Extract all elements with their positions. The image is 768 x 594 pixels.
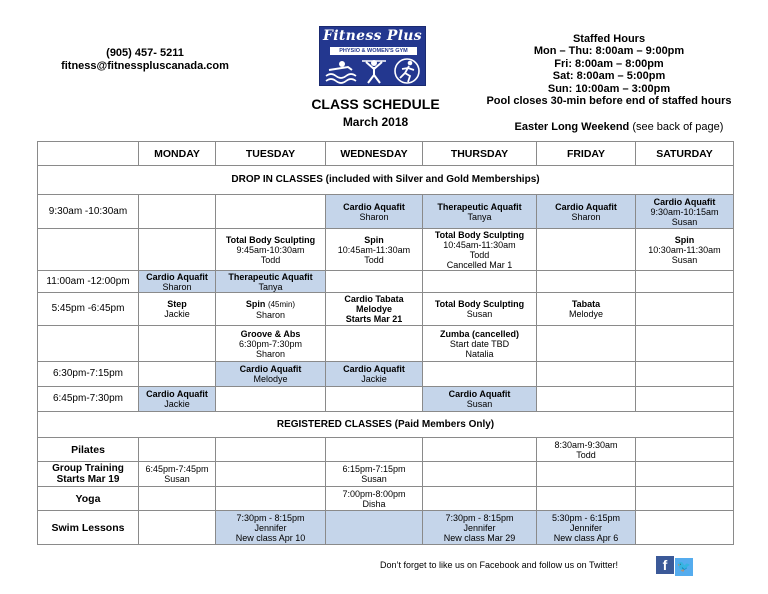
empty-cell (537, 362, 636, 387)
empty-cell (636, 487, 734, 511)
empty-cell (139, 487, 216, 511)
day-header-friday: FRIDAY (537, 142, 636, 166)
instructor: Jennifer (569, 522, 603, 533)
class-name: Step (167, 299, 187, 309)
label-line: Starts Mar 19 (56, 474, 120, 485)
instructor: Todd (364, 254, 384, 265)
empty-cell (326, 326, 423, 362)
class-name: Cardio Aquafit (448, 389, 511, 399)
empty-cell (537, 462, 636, 487)
empty-cell (326, 511, 423, 545)
empty-cell (216, 387, 326, 412)
logo-title: Fitness Plus (323, 28, 422, 44)
empty-cell (636, 511, 734, 545)
class-cell (537, 195, 636, 229)
class-cell (216, 362, 326, 387)
class-cell (139, 387, 216, 412)
class-time: 9:30am-10:15am (650, 206, 719, 217)
registered-row (38, 511, 734, 545)
instructor: Susan (466, 309, 493, 319)
empty-cell (139, 511, 216, 545)
empty-cell (38, 326, 139, 362)
empty-cell (326, 387, 423, 412)
class-time: 10:30am-11:30am (648, 244, 721, 255)
class-cell (326, 487, 423, 511)
class-cell (326, 195, 423, 229)
instructor: Disha (362, 498, 386, 509)
twitter-icon[interactable]: 🐦 (675, 558, 693, 576)
schedule-row (38, 387, 734, 412)
class-time: 6:30pm-7:30pm (238, 338, 303, 349)
class-name: Therapeutic Aquafit (437, 201, 522, 212)
schedule-row (38, 362, 734, 387)
class-name: Therapeutic Aquafit (228, 271, 313, 282)
class-cell (216, 229, 326, 271)
empty-cell (216, 487, 326, 511)
empty-cell (636, 326, 734, 362)
class-note: New class Apr 6 (553, 532, 619, 543)
empty-cell (537, 326, 636, 362)
class-cell (423, 511, 537, 545)
instructor: Sharon (359, 211, 389, 222)
class-name: Tabata (571, 299, 601, 309)
class-name: Cardio Aquafit (343, 201, 405, 212)
class-cell (326, 462, 423, 487)
email-address: fitness@fitnesspluscanada.com (61, 60, 229, 72)
registered-row (38, 462, 734, 487)
day-header-tuesday: TUESDAY (216, 142, 326, 166)
schedule-row (38, 195, 734, 229)
empty-cell (326, 438, 423, 462)
instructor: Susan (671, 216, 698, 227)
day-header-saturday: SATURDAY (636, 142, 734, 166)
class-name: Total Body Sculpting (225, 234, 316, 245)
hours-line: Sat: 8:00am – 5:00pm (552, 70, 666, 83)
class-name: Spin (245, 298, 266, 309)
class-name: Total Body Sculpting (434, 229, 525, 240)
hours-heading: Staffed Hours (572, 33, 646, 45)
class-cell (216, 326, 326, 362)
instructor: Sharon (255, 309, 286, 320)
instructor: Melodye (253, 374, 288, 384)
class-time: 10:45am-11:30am (443, 239, 516, 250)
class-name: Cardio Aquafit (239, 364, 302, 374)
day-header-wednesday: WEDNESDAY (326, 142, 423, 166)
class-cell (537, 438, 636, 462)
class-cell (636, 195, 734, 229)
day-header-monday: MONDAY (139, 142, 216, 166)
class-cell (636, 229, 734, 271)
instructor: Natalia (465, 348, 494, 359)
instructor: Susan (164, 474, 190, 484)
class-name: Spin (364, 234, 384, 245)
facebook-icon[interactable]: f (656, 556, 674, 574)
hours-line: Mon – Thu: 8:00am – 9:00pm (533, 45, 685, 58)
footer-note: Don’t forget to like us on Facebook and follow us on Twitter! (380, 560, 618, 570)
empty-cell (537, 229, 636, 271)
registered-section-heading: REGISTERED CLASSES (Paid Members Only) (38, 412, 734, 438)
easter-note (480, 121, 758, 133)
class-schedule-table (37, 141, 734, 545)
class-note: New class Mar 29 (443, 532, 516, 543)
class-name: Cardio Aquafit (343, 364, 405, 374)
empty-cell (636, 438, 734, 462)
day-header-row (38, 142, 734, 166)
class-name: Cardio Aquafit (146, 271, 208, 282)
empty-cell (423, 271, 537, 293)
registered-class-label: Yoga (38, 487, 139, 511)
class-time: 8:30am-9:30am (554, 439, 618, 450)
class-time: 5:30pm - 6:15pm (551, 512, 621, 523)
empty-cell (423, 462, 537, 487)
schedule-title (288, 96, 463, 130)
schedule-row (38, 326, 734, 362)
schedule-row (38, 229, 734, 271)
class-time: 9:45am-10:30am (236, 244, 305, 255)
class-name: Cardio Aquafit (146, 389, 208, 399)
instructor: Jackie (361, 374, 387, 384)
class-cell (216, 511, 326, 545)
schedule-row (38, 293, 734, 326)
instructor: Susan (466, 399, 493, 409)
empty-cell (537, 271, 636, 293)
class-cell (537, 511, 636, 545)
instructor: Tanya (467, 211, 492, 222)
time-slot: 6:45pm-7:30pm (38, 387, 139, 412)
empty-cell (139, 438, 216, 462)
weightlifter-icon (362, 60, 386, 83)
runner-icon (395, 59, 419, 83)
empty-cell (423, 362, 537, 387)
instructor: Sharon (255, 348, 286, 359)
empty-cell (38, 229, 139, 271)
empty-cell (139, 195, 216, 229)
instructor: Jackie (164, 399, 190, 409)
class-cell (139, 271, 216, 293)
empty-cell (636, 462, 734, 487)
class-name: Cardio Tabata (344, 294, 404, 304)
registered-class-label: Swim Lessons (38, 511, 139, 545)
hours-line: Pool closes 30-min before end of staffed hours (486, 95, 732, 108)
class-cell (139, 293, 216, 326)
empty-cell (139, 326, 216, 362)
class-name: Zumba (cancelled) (439, 328, 520, 339)
logo-icons (324, 57, 423, 85)
empty-cell (216, 462, 326, 487)
empty-cell (537, 487, 636, 511)
instructor: Melodye (568, 309, 604, 319)
class-time: 6:15pm-7:15pm (342, 464, 406, 474)
class-note: New class Apr 10 (235, 532, 306, 543)
empty-cell (139, 362, 216, 387)
registered-row (38, 438, 734, 462)
class-name: Total Body Sculpting (434, 299, 525, 309)
class-cell (139, 462, 216, 487)
schedule-month: March 2018 (342, 115, 409, 129)
instructor: Melodye (355, 304, 392, 314)
instructor: Sharon (571, 211, 601, 222)
class-note: Starts Mar 21 (345, 314, 403, 324)
class-name: Cardio Aquafit (653, 196, 716, 207)
class-cell (423, 387, 537, 412)
empty-cell (216, 195, 326, 229)
time-slot: 5:45pm -6:45pm (38, 293, 139, 326)
swimmer-icon (326, 61, 356, 83)
class-cell (423, 229, 537, 271)
class-cell (423, 195, 537, 229)
class-name: Groove & Abs (240, 328, 301, 339)
easter-heading: Easter Long Weekend (514, 121, 630, 133)
class-cell (216, 293, 326, 326)
instructor: Todd (576, 449, 596, 460)
schedule-row (38, 271, 734, 293)
phone-number: (905) 457- 5211 (106, 47, 184, 59)
empty-cell (139, 229, 216, 271)
section-row (38, 166, 734, 195)
instructor: Todd (469, 249, 490, 260)
class-name: Cardio Aquafit (555, 201, 617, 212)
class-cell (326, 362, 423, 387)
hours-line: Fri: 8:00am – 8:00pm (554, 57, 664, 70)
time-slot: 9:30am -10:30am (38, 195, 139, 229)
class-time: 7:30pm - 8:15pm (445, 512, 514, 523)
empty-cell (636, 293, 734, 326)
empty-cell (216, 438, 326, 462)
class-time: 7:30pm - 8:15pm (236, 512, 305, 523)
instructor: Susan (671, 254, 698, 265)
class-time: 7:00pm-8:00pm (342, 488, 406, 499)
class-time: 6:45pm-7:45pm (145, 464, 209, 474)
class-name: Spin (674, 234, 695, 245)
class-duration: (45min) (267, 299, 296, 309)
instructor: Jennifer (254, 522, 287, 533)
registered-class-label: Pilates (38, 438, 139, 462)
class-time: 10:45am-11:30am (337, 244, 411, 255)
empty-cell (636, 362, 734, 387)
registered-class-label (38, 462, 139, 487)
empty-cell (636, 271, 734, 293)
instructor: Susan (361, 474, 387, 484)
empty-cell (326, 271, 423, 293)
empty-cell (423, 438, 537, 462)
label-line: Group Training (52, 463, 124, 474)
staffed-hours (480, 33, 738, 107)
section-row (38, 412, 734, 438)
class-cell (326, 229, 423, 271)
social-links (656, 556, 694, 576)
fitness-plus-logo (319, 26, 426, 86)
instructor: Sharon (162, 281, 192, 292)
empty-cell (537, 387, 636, 412)
class-cell (537, 293, 636, 326)
contact-info (40, 47, 250, 73)
day-header-thursday: THURSDAY (423, 142, 537, 166)
instructor: Tanya (258, 281, 283, 292)
empty-cell (636, 387, 734, 412)
time-slot: 6:30pm-7:15pm (38, 362, 139, 387)
page-title: CLASS SCHEDULE (311, 96, 440, 112)
registered-row (38, 487, 734, 511)
corner-cell (38, 142, 139, 166)
empty-cell (423, 487, 537, 511)
class-cell (423, 326, 537, 362)
logo-subtitle: PHYSIO & WOMEN'S GYM (330, 47, 417, 55)
time-slot: 11:00am -12:00pm (38, 271, 139, 293)
class-cell (216, 271, 326, 293)
class-note: Cancelled Mar 1 (446, 259, 513, 270)
drop-in-section-heading: DROP IN CLASSES (included with Silver and Gold Memberships) (38, 166, 734, 195)
hours-line: Sun: 10:00am – 3:00pm (547, 82, 671, 95)
easter-detail: (see back of page) (629, 121, 724, 133)
class-cell (326, 293, 423, 326)
instructor: Jackie (164, 309, 190, 319)
class-cell (423, 293, 537, 326)
class-note: Start date TBD (449, 338, 510, 349)
instructor: Todd (260, 254, 281, 265)
instructor: Jennifer (463, 522, 496, 533)
